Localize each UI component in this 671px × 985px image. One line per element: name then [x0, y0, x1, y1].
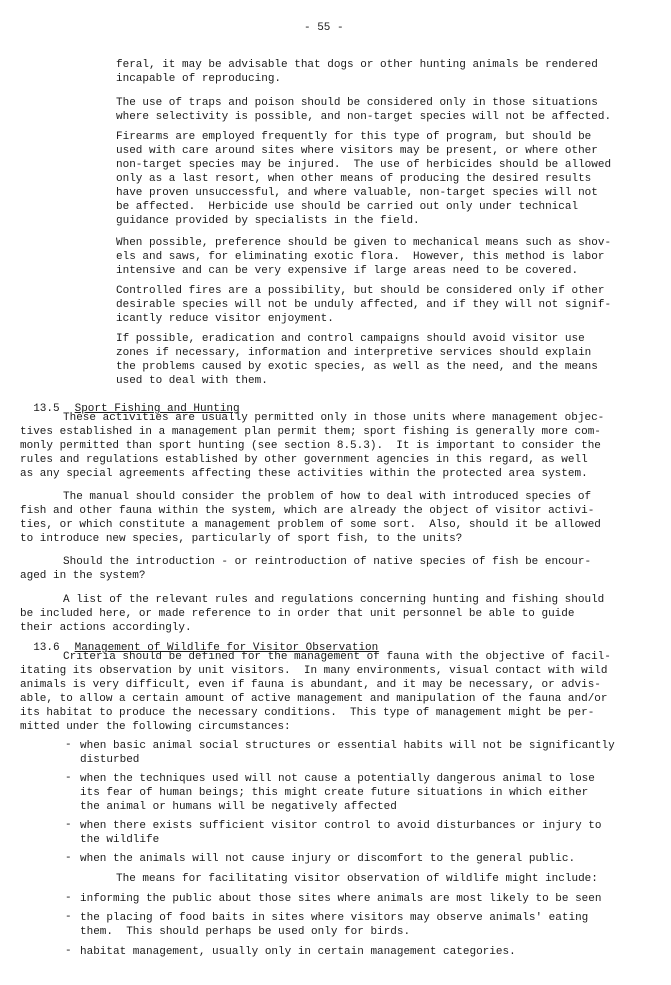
text-line: aged in the system? — [20, 570, 146, 582]
bullet-dash: - — [65, 852, 72, 864]
text-line: habitat management, usually only in certain management categories. — [80, 946, 516, 958]
text-line: Criteria should be defined for the management of fauna with the objective of facil- — [63, 651, 611, 663]
text-line: feral, it may be advisable that dogs or other hunting animals be rendered — [116, 59, 598, 71]
text-line: when the techniques used will not cause a potentially dangerous animal to lose — [80, 773, 595, 785]
text-line: Firearms are employed frequently for this type of program, but should be — [116, 131, 592, 143]
bullet-dash: - — [65, 772, 72, 784]
text-line: incapable of reproducing. — [116, 73, 282, 85]
text-line: be included here, or made reference to in order that unit personnel be able to guide — [20, 608, 575, 620]
text-line: its fear of human beings; this might create future situations in which either — [80, 787, 589, 799]
text-line: the problems caused by exotic species, as well as the need, and the means — [116, 361, 598, 373]
bullet-item — [65, 819, 602, 847]
page-number: - 55 - — [304, 22, 344, 34]
bullet-dash: - — [65, 739, 72, 751]
text-line: the placing of food baits in sites where visitors may observe animals' eating — [80, 912, 589, 924]
paragraph — [116, 236, 611, 278]
text-line: itating its observation by unit visitors. In many environments, visual contact with wild — [20, 665, 608, 677]
paragraph — [116, 332, 598, 388]
text-line: desirable species will not be unduly affected, and if they will not signif- — [116, 299, 612, 311]
bullet-item — [65, 892, 602, 906]
section-title: Management of Wildlife for Visitor Observation — [74, 642, 379, 654]
text-line: mitted under the following circumstances: — [20, 721, 291, 733]
text-line: rules and regulations established by other government agencies in this regard, as well — [20, 454, 588, 466]
text-line: fish and other fauna within the system, which are already the object of visitor activi- — [20, 505, 595, 517]
text-line: when basic animal social structures or essential habits will not be significantly — [80, 740, 615, 752]
text-line: when the animals will not cause injury or discomfort to the general public. — [80, 853, 576, 865]
text-line: the wildlife — [80, 834, 160, 846]
bullet-dash: - — [65, 911, 72, 923]
text-line: disturbed — [80, 754, 140, 766]
paragraph — [20, 490, 601, 546]
text-line: its habitat to produce the necessary conditions. This type of management might be per- — [20, 707, 595, 719]
bullet-item — [65, 739, 615, 767]
text-line: able, to allow a certain amount of active management and manipulation of the fauna and/or — [20, 693, 608, 705]
text-line: monly permitted than sport hunting (see section 8.5.3). It is important to consider the — [20, 440, 601, 452]
paragraph — [116, 872, 598, 886]
text-line: zones if necessary, information and interpretive services should explain — [116, 347, 592, 359]
text-line: icantly reduce visitor enjoyment. — [116, 313, 334, 325]
text-line: When possible, preference should be given to mechanical means such as shov- — [116, 237, 612, 249]
text-line: The means for facilitating visitor observation of wildlife might include: — [116, 873, 598, 885]
text-line: The use of traps and poison should be considered only in those situations — [116, 97, 598, 109]
section-number: 13.5 — [33, 403, 60, 415]
text-line: These activities are usually permitted only in those units where management objec- — [63, 412, 605, 424]
text-line: non-target species may be injured. The use of herbicides should be allowed — [116, 159, 612, 171]
text-line: els and saws, for eliminating exotic flora. However, this method is labor — [116, 251, 605, 263]
text-line: guidance provided by specialists in the field. — [116, 215, 420, 227]
text-line: when there exists sufficient visitor control to avoid disturbances or injury to — [80, 820, 602, 832]
paragraph — [116, 58, 598, 86]
text-line: be affected. Herbicide use should be carried out only under technical — [116, 201, 579, 213]
text-line: used to deal with them. — [116, 375, 268, 387]
paragraph — [116, 130, 611, 228]
paragraph — [116, 284, 611, 326]
paragraph — [20, 555, 591, 583]
bullet-item — [65, 852, 576, 866]
text-line: as any special agreements affecting these activities within the protected area system. — [20, 468, 588, 480]
bullet-dash: - — [65, 819, 72, 831]
text-line: If possible, eradication and control campaigns should avoid visitor use — [116, 333, 585, 345]
text-line: only as a last resort, when other means of producing the desired results — [116, 173, 592, 185]
bullet-dash: - — [65, 945, 72, 957]
text-line: used with care around sites where visitors may be present, or where other — [116, 145, 598, 157]
text-line: the animal or humans will be negatively affected — [80, 801, 397, 813]
text-line: to introduce new species, particularly of sport fish, to the units? — [20, 533, 463, 545]
text-line: The manual should consider the problem of how to deal with introduced species of — [63, 491, 592, 503]
text-line: them. This should perhaps be used only for birds. — [80, 926, 411, 938]
paragraph — [116, 96, 611, 124]
text-line: intensive and can be very expensive if large areas need to be covered. — [116, 265, 579, 277]
text-line: their actions accordingly. — [20, 622, 192, 634]
text-line: animals is very difficult, even if fauna is abundant, and it may be necessary, or advis- — [20, 679, 601, 691]
bullet-dash: - — [65, 892, 72, 904]
text-line: tives established in a management plan permit them; sport fishing is generally more com- — [20, 426, 601, 438]
paragraph — [20, 411, 604, 481]
text-line: have proven unsuccessful, and where valuable, non-target species will not — [116, 187, 598, 199]
text-line: A list of the relevant rules and regulations concerning hunting and fishing should — [63, 594, 605, 606]
text-line: informing the public about those sites where animals are most likely to be seen — [80, 893, 602, 905]
text-line: Should the introduction - or reintroduction of native species of fish be encour- — [63, 556, 592, 568]
section-number: 13.6 — [33, 642, 60, 654]
text-line: where selectivity is possible, and non-target species will not be affected. — [116, 111, 612, 123]
paragraph — [20, 593, 604, 635]
text-line: ties, or which constitute a management problem of some sort. Also, should it be allowed — [20, 519, 601, 531]
bullet-item — [65, 911, 589, 939]
bullet-item — [65, 945, 516, 959]
text-line: Controlled fires are a possibility, but should be considered only if other — [116, 285, 605, 297]
paragraph — [20, 650, 611, 734]
bullet-item — [65, 772, 595, 814]
section-title: Sport Fishing and Hunting — [74, 403, 240, 415]
